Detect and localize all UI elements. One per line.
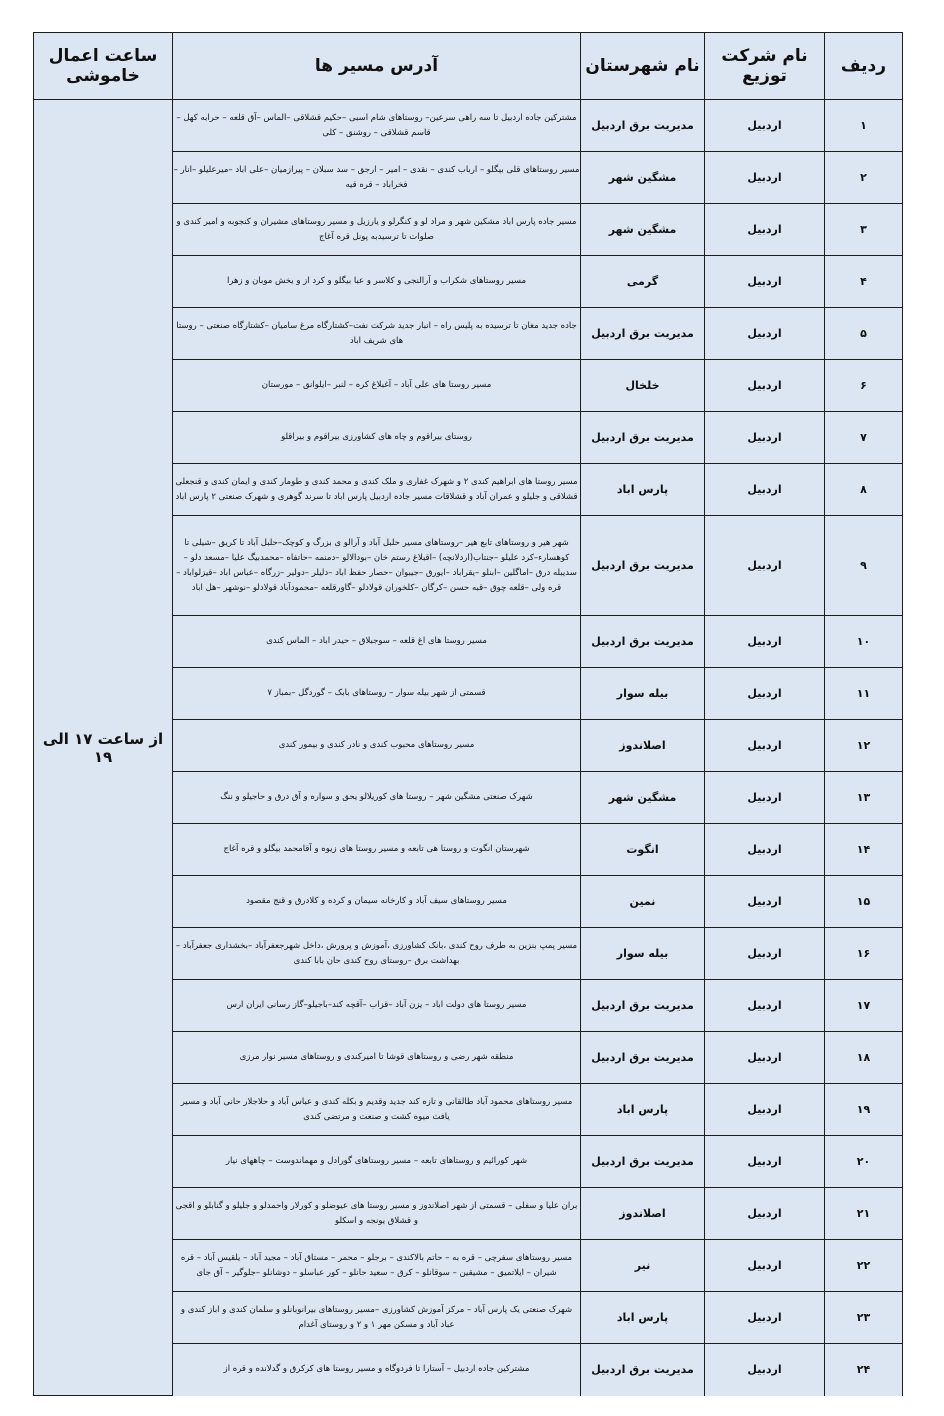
county-name: بیله سوار <box>581 668 705 720</box>
row-number: ۱۴ <box>825 824 903 876</box>
county-name: مدیریت برق اردبیل <box>581 1136 705 1188</box>
route-address: مسیر روستاهای قلی بیگلو – ارباب کندی – نقدی – امیر – ارجق – سد سبلان – پیرازمیان –علی اباد –میرعلیلو –انار – فخراباد – قره قیه <box>173 152 581 204</box>
row-number: ۱۸ <box>825 1032 903 1084</box>
row-number: ۷ <box>825 412 903 464</box>
route-address: مسیر روستاهای محمود آباد طالقانی و تازه کند جدید وقدیم و بکله کندی و عباس آباد و حلاجلار حانی آباد و مسیر یافت میوه کشت و صنعت و مرتضی کندی <box>173 1084 581 1136</box>
header-row-number: ردیف <box>825 33 903 100</box>
company-name: اردبیل <box>705 360 825 412</box>
county-name: خلخال <box>581 360 705 412</box>
row-number: ۴ <box>825 256 903 308</box>
county-name: مشگین شهر <box>581 772 705 824</box>
blackout-schedule-table <box>33 32 903 1396</box>
row-number: ۱ <box>825 100 903 152</box>
row-number: ۱۱ <box>825 668 903 720</box>
route-address: شهرک صنعتی مشگین شهر – روستا های کوریلالو یحق و سواره و آق درق و حاجیلو و ننگ <box>173 772 581 824</box>
route-address: مسیر روستا های اغ قلعه – سوجبلاق – حیدر اباد – الماس کندی <box>173 616 581 668</box>
blackout-time: از ساعت ۱۷ الی ۱۹ <box>34 100 173 1396</box>
header-row <box>34 33 903 100</box>
county-name: مدیریت برق اردبیل <box>581 516 705 616</box>
row-number: ۱۷ <box>825 980 903 1032</box>
company-name: اردبیل <box>705 1084 825 1136</box>
header-routes: آدرس مسیر ها <box>173 33 581 100</box>
header-company: نام شرکت توزیع <box>705 33 825 100</box>
route-address: مسیر جاده پارس اباد مشکین شهر و مراد لو و کنگرلو و یارزیل و مسیر روستاهای مشیران و کنجوبه و امیر کندی و صلوات تا ترسیدبه پونل قره آغاج <box>173 204 581 256</box>
route-address: مسیر روستا های علی آباد – آغبلاغ کره – لنبر –ایلوانق – مورستان <box>173 360 581 412</box>
row-number: ۲۱ <box>825 1188 903 1240</box>
company-name: اردبیل <box>705 772 825 824</box>
row-number: ۲۲ <box>825 1240 903 1292</box>
route-address: مشترکین جاده اردبیل تا سه راهی سرعین– روستاهای شام اسبی –حکیم قشلاقی –الماس –آق قلعه – حرابه کهل – قاسم قشلاقی – روشنق – کلی <box>173 100 581 152</box>
company-name: اردبیل <box>705 256 825 308</box>
county-name: مدیریت برق اردبیل <box>581 1344 705 1396</box>
row-number: ۳ <box>825 204 903 256</box>
row-number: ۱۲ <box>825 720 903 772</box>
row-number: ۵ <box>825 308 903 360</box>
county-name: مشگین شهر <box>581 152 705 204</box>
route-address: شهرک صنعتی یک پارس آباد – مرکز آموزش کشاورزی –مسیر روستاهای بیرانوبانلو و سلمان کندی و اباز کندی و عباد آباد و مسکن مهر ۱ و ۲ و روستای آغدام <box>173 1292 581 1344</box>
county-name: گرمی <box>581 256 705 308</box>
company-name: اردبیل <box>705 412 825 464</box>
county-name: مدیریت برق اردبیل <box>581 100 705 152</box>
county-name: مدیریت برق اردبیل <box>581 616 705 668</box>
route-address: مسیر روستاهای شکراب و آرالنجی و کلاسر و عبا بیگلو و کرد از و یخش موبان و زهرا <box>173 256 581 308</box>
county-name: مدیریت برق اردبیل <box>581 308 705 360</box>
route-address: بران علیا و سفلی – قسمتی از شهر اصلاندوز و مسیر روستا های عیوضلو و کورلار واحمدلو و جلیلو و گنابلو و اقجی و قشلاق یونجه و اسکلو <box>173 1188 581 1240</box>
table-row <box>34 100 903 152</box>
county-name: نیر <box>581 1240 705 1292</box>
route-address: مسیر روستا های ابراهیم کندی ۲ و شهرک غفاری و ملک کندی و محمد کندی و طومار کندی و ایمان کندی و قنجعلی قشلاقی و جلیلو و عمران آباد و قشلاقات مسیر جاده اردبیل پارس اباد تا سرند گوهری و شهرک صنعتی ۲ پارس اباد <box>173 464 581 516</box>
county-name: اصلاندوز <box>581 1188 705 1240</box>
row-number: ۲ <box>825 152 903 204</box>
route-address: جاده جدید مغان تا ترسیده به پلیس راه – انبار جدید شرکت نفت–کشتارگاه مرغ سامیان –کشتارگاه صنعتی – روستا های شریف اباد <box>173 308 581 360</box>
route-address: شهرستان انگوت و روستا هی تابعه و مسیر روستا های زیوه و آقامحمد بیگلو و قره آغاج <box>173 824 581 876</box>
header-county: نام شهرستان <box>581 33 705 100</box>
route-address: شهر کورائیم و روستاهای تابعه – مسیر روستاهای گورادل و مهماندوست – چاههای نیار <box>173 1136 581 1188</box>
route-address: قسمتی از شهر بیله سوار – روستاهای بابک – گوردگل –بمباز ۷ <box>173 668 581 720</box>
route-address: شهر هیر و روستاهای تابع هیر –روستاهای مسیر حلبل آباد و آرالو ی بزرگ و کوچک–حلبل آباد تا کریق –شیلی تا کوهسارء–کرد علیلو –جنتاب(اردلانچه) –اقبلاغ رستم خان –بودالالو –دمنمه –حاتفاه –محمدبیگ علیا –مسعد دلو –سدیبله درق –اماگلین –ابنلو –یقراباد –ایورق –جیبوان –حصار حفظ اباد –دلیلر –دولیر –زرگاه –عباس اباد –قیزلواباد –قره ولی –قلعه چوق –قبه حسن –کرگان –کلخوران قولادلو –گاورقلعه –محمودآباد قولادلو –نوشهر –هل اباد <box>173 516 581 616</box>
route-address: روستای بیراقوم و چاه های کشاورزی بیراقوم و بیراقلو <box>173 412 581 464</box>
company-name: اردبیل <box>705 1188 825 1240</box>
row-number: ۶ <box>825 360 903 412</box>
county-name: مدیریت برق اردبیل <box>581 412 705 464</box>
route-address: مسیر روستا های دولت اباد – یزن آباد –قزاب –آقچه کند–باجیلو–گاز رسانی ایران ارس <box>173 980 581 1032</box>
row-number: ۲۳ <box>825 1292 903 1344</box>
row-number: ۱۳ <box>825 772 903 824</box>
row-number: ۲۴ <box>825 1344 903 1396</box>
company-name: اردبیل <box>705 668 825 720</box>
company-name: اردبیل <box>705 1240 825 1292</box>
header-time: ساعت اعمال خاموشی <box>34 33 173 100</box>
county-name: بیله سوار <box>581 928 705 980</box>
company-name: اردبیل <box>705 308 825 360</box>
company-name: اردبیل <box>705 876 825 928</box>
company-name: اردبیل <box>705 152 825 204</box>
row-number: ۸ <box>825 464 903 516</box>
row-number: ۱۹ <box>825 1084 903 1136</box>
row-number: ۱۶ <box>825 928 903 980</box>
company-name: اردبیل <box>705 1032 825 1084</box>
company-name: اردبیل <box>705 928 825 980</box>
company-name: اردبیل <box>705 516 825 616</box>
company-name: اردبیل <box>705 980 825 1032</box>
route-address: منطقه شهر رضی و روستاهای قوشا تا امیرکندی و روستاهای مسیر نوار مرزی <box>173 1032 581 1084</box>
company-name: اردبیل <box>705 824 825 876</box>
route-address: مسیر روستاهای سفرچی – قره به – حاتم بالاکندی – برجلو – محمر – مستاق آباد – مجید آباد – یلقیس آباد – قره شیران – ایلاتمیق – مشیقین – سوقانلو – کرق – سعید حانلو – کور عباسلو – دوشانلو –جلوگیر – آق جای <box>173 1240 581 1292</box>
county-name: پارس اباد <box>581 1084 705 1136</box>
company-name: اردبیل <box>705 1136 825 1188</box>
company-name: اردبیل <box>705 720 825 772</box>
county-name: انگوت <box>581 824 705 876</box>
route-address: مسیر پمپ بنزین به طرف روح کندی ،بانک کشاورزی ،آموزش و پرورش ،داخل شهرجعفرآباد –بخشداری جعفرآباد – بهداشت برق –روستای روح کندی حان بابا کندی <box>173 928 581 980</box>
company-name: اردبیل <box>705 464 825 516</box>
row-number: ۱۵ <box>825 876 903 928</box>
county-name: مدیریت برق اردبیل <box>581 1032 705 1084</box>
county-name: پارس اباد <box>581 464 705 516</box>
company-name: اردبیل <box>705 204 825 256</box>
row-number: ۱۰ <box>825 616 903 668</box>
county-name: نمین <box>581 876 705 928</box>
county-name: پارس اباد <box>581 1292 705 1344</box>
row-number: ۲۰ <box>825 1136 903 1188</box>
county-name: مشگین شهر <box>581 204 705 256</box>
route-address: مسیر روستاهای سیف آباد و کارخانه سیمان و کرده و کلادرق و قنج مقصود <box>173 876 581 928</box>
county-name: مدیریت برق اردبیل <box>581 980 705 1032</box>
company-name: اردبیل <box>705 100 825 152</box>
table-body <box>34 100 903 1396</box>
company-name: اردبیل <box>705 616 825 668</box>
row-number: ۹ <box>825 516 903 616</box>
company-name: اردبیل <box>705 1292 825 1344</box>
route-address: مسیر روستاهای محبوب کندی و نادر کندی و بیمور کندی <box>173 720 581 772</box>
route-address: مشترکین جاده اردبیل – آستارا تا فردوگاه و مسیر روستا های کرکرق و گدلانده و قره از <box>173 1344 581 1396</box>
company-name: اردبیل <box>705 1344 825 1396</box>
county-name: اصلاندوز <box>581 720 705 772</box>
